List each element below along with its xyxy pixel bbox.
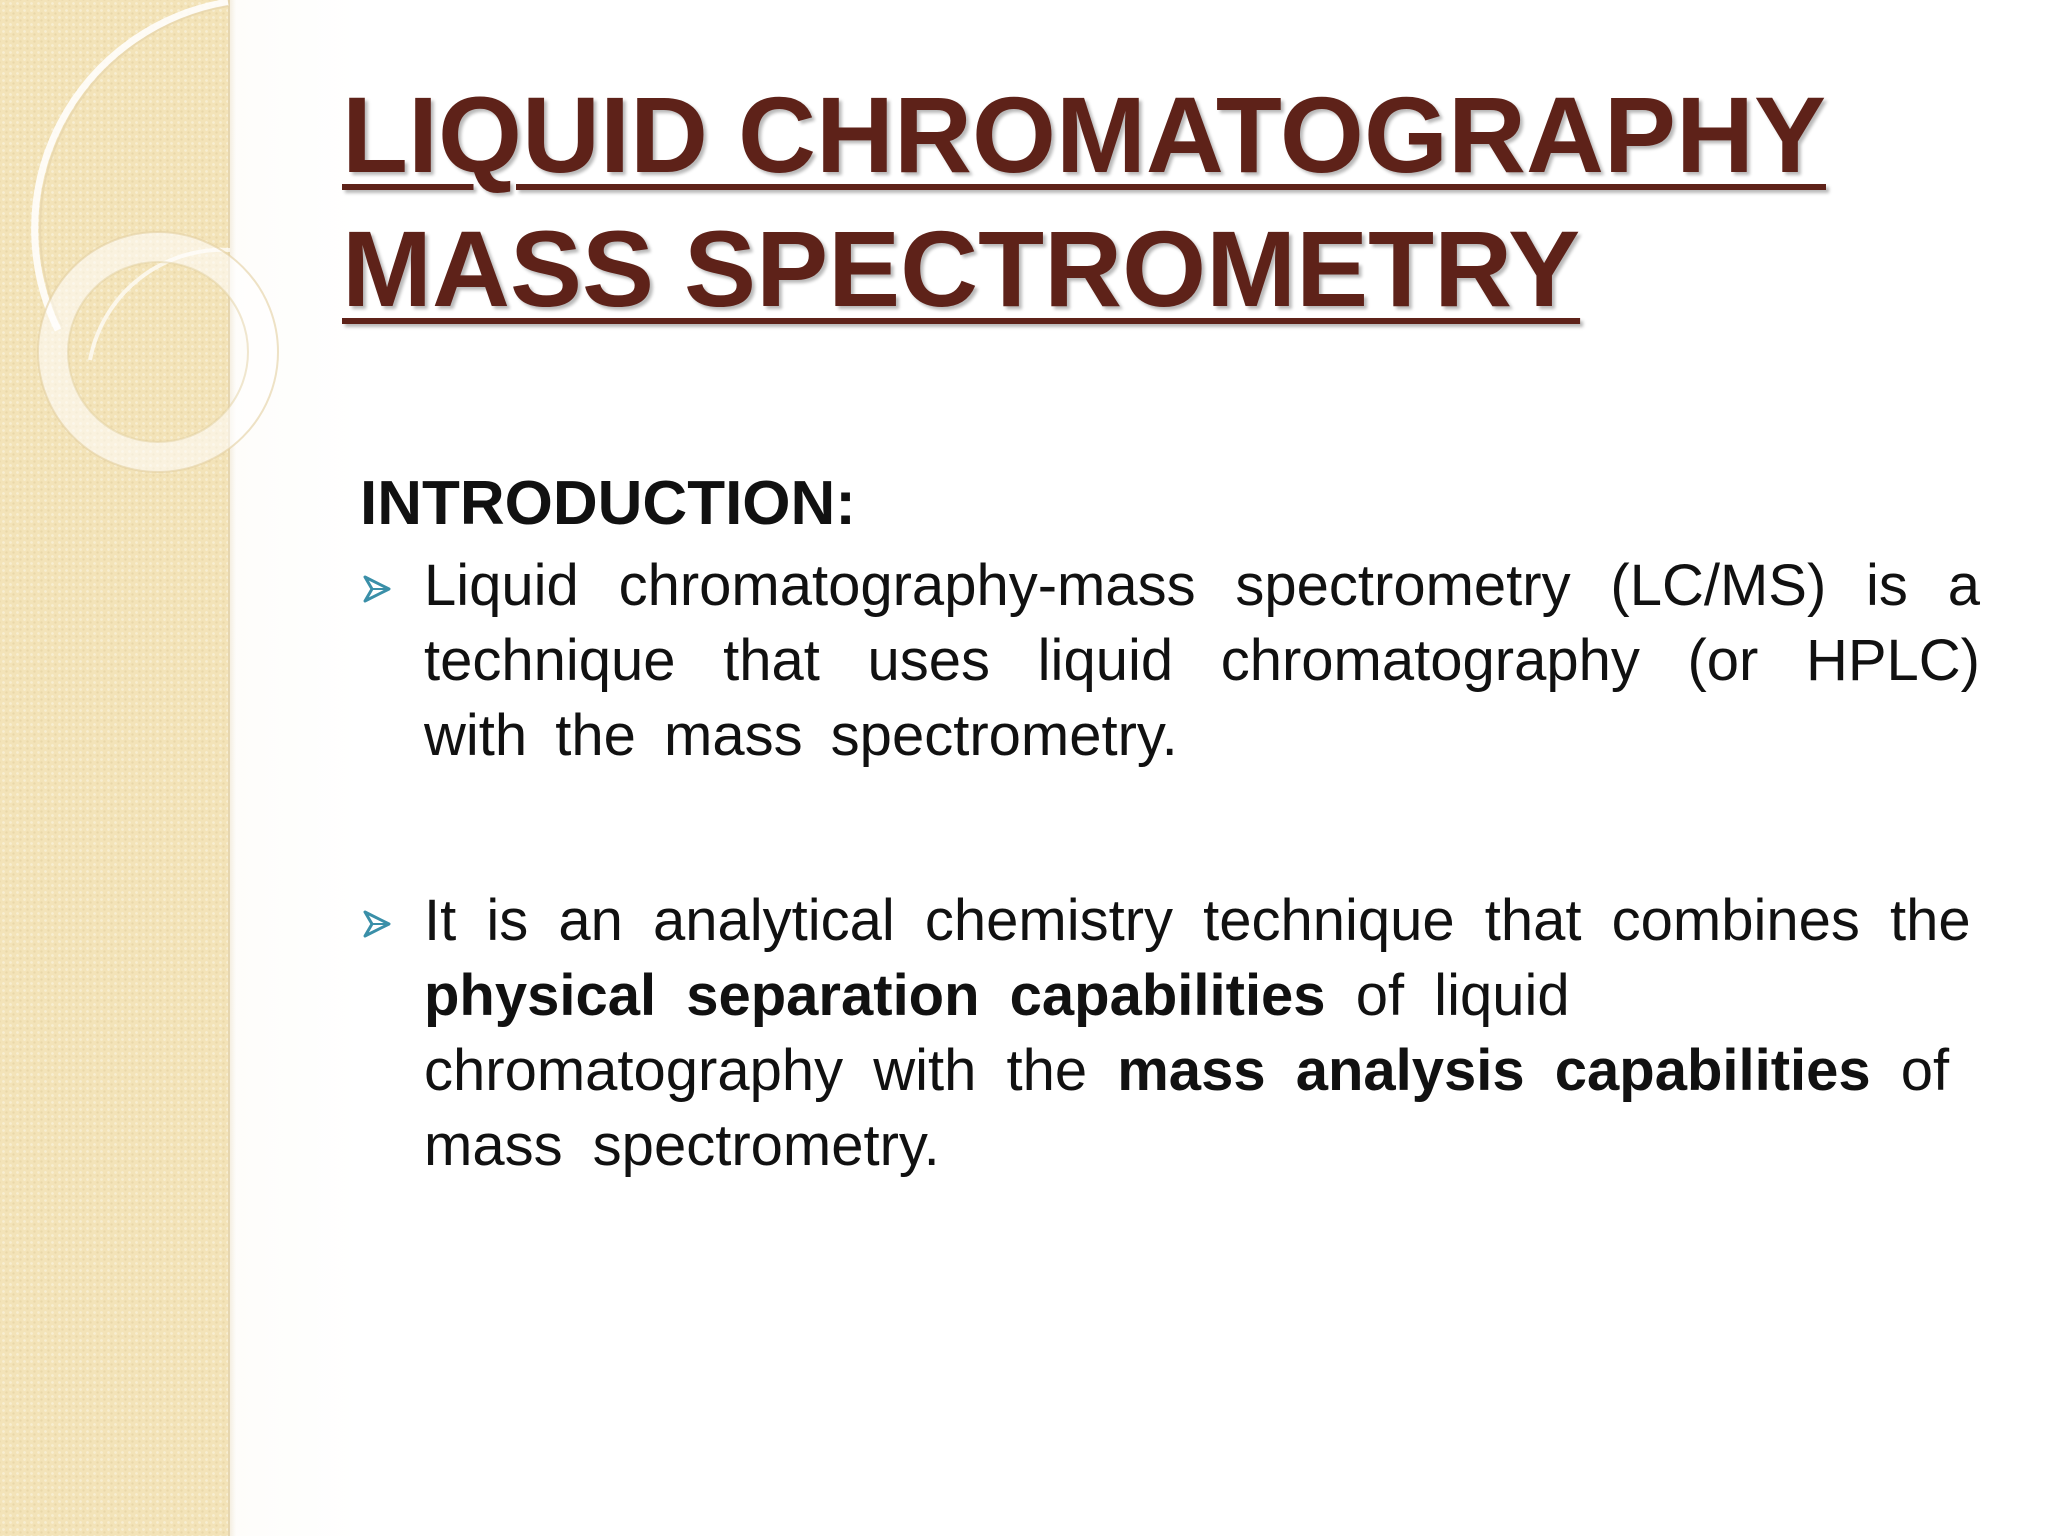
bullet-2-part-1: It is an analytical chemistry technique that combines the — [424, 888, 1971, 953]
bullet-2-bold-1: physical separation capabilities — [424, 963, 1326, 1028]
decorative-rings — [0, 0, 360, 520]
arrowhead-bullet-icon — [362, 909, 392, 939]
slide-content — [360, 468, 1980, 1183]
slide-title-line-2: MASS SPECTROMETRY — [342, 208, 1581, 329]
arrowhead-bullet-icon — [362, 574, 392, 604]
bullet-2-bold-2: mass analysis capabilities — [1117, 1038, 1871, 1103]
bullet-2-part-3: of mass spectrometry. — [424, 1038, 1950, 1178]
bullet-2-part-2: of liquid chromatography with the — [424, 963, 1570, 1103]
section-heading: INTRODUCTION: — [360, 469, 856, 538]
title-block — [342, 68, 1982, 336]
bullet-text-2 — [424, 888, 1971, 1178]
slide-title-line-1: LIQUID CHROMATOGRAPHY — [342, 74, 1826, 195]
bullet-item-2 — [360, 883, 1984, 1183]
bullet-item-1 — [360, 548, 1980, 773]
bullet-text-1: Liquid chromatography-mass spectrometry (LC/MS) is a technique that uses liquid chromatography (or HPLC) with the mass spectrometry. — [424, 553, 1980, 768]
